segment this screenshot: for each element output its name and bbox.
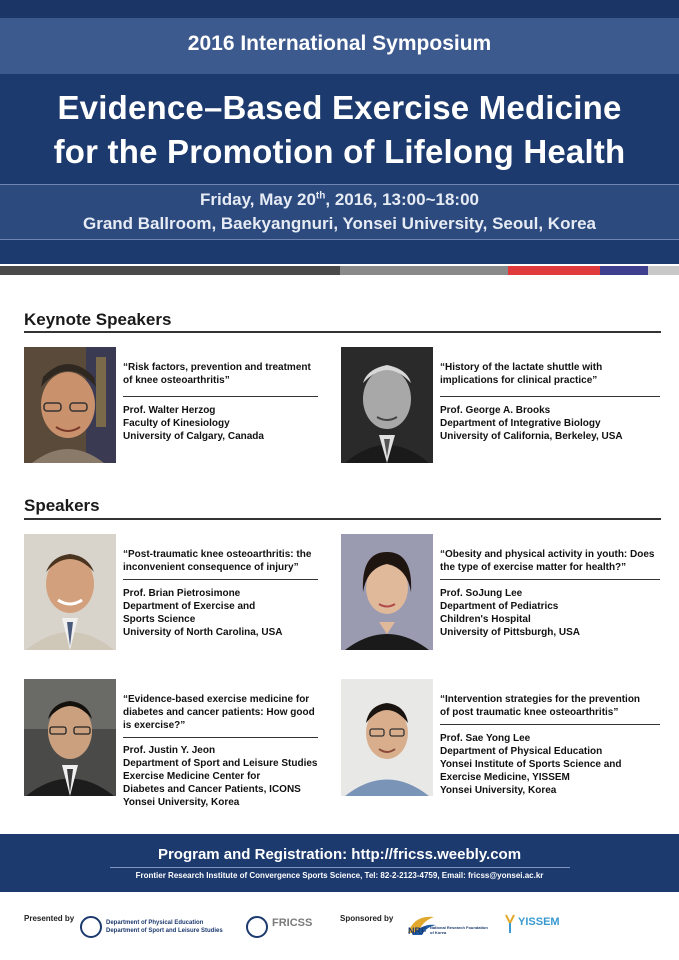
speaker-photo: [24, 534, 116, 650]
speaker-affiliation: University of Calgary, Canada: [123, 431, 264, 442]
speaker-1: [24, 534, 334, 650]
color-bar-segment: [600, 266, 648, 275]
event-venue: Grand Ballroom, Baekyangnuri, Yonsei University, Seoul, Korea: [83, 214, 596, 233]
speaker-photo: [341, 347, 433, 463]
speaker-name: Prof. SoJung Lee: [440, 588, 523, 599]
speaker-info: [123, 744, 353, 809]
event-date-sup: th: [315, 190, 326, 202]
speaker-talk-title: “History of the lactate shuttle with implications for clinical practice”: [440, 362, 603, 386]
fricss-logo: FRICSS: [272, 917, 313, 929]
speaker-affiliation: Yonsei University, Korea: [440, 785, 557, 796]
color-bar: [0, 266, 679, 275]
speaker-affiliation: Children's Hospital: [440, 614, 531, 625]
speaker-affiliation: Exercise Medicine Center for: [123, 771, 261, 782]
speaker-affiliation: Faculty of Kinesiology: [123, 418, 230, 429]
nrf-logo-text: NRF: [408, 926, 427, 936]
symposium-title: 2016 International Symposium: [187, 32, 492, 55]
color-bar-segment: [648, 266, 679, 275]
color-bar-segment: [0, 266, 340, 275]
speaker-talk-title: “Evidence-based exercise medicine for diabetes and cancer patients: How good is exercise?”: [123, 694, 315, 731]
speaker-photo: [341, 679, 433, 796]
speaker-photo-image: [341, 534, 433, 650]
program-registration-link[interactable]: Program and Registration: http://fricss.weebly.com: [157, 846, 522, 863]
footer-rule: [110, 867, 570, 868]
speaker-affiliation: Diabetes and Cancer Patients, ICONS: [123, 784, 301, 795]
contact-info: Frontier Research Institute of Convergence Sports Science, Tel: 82-2-2123-4759, Email: fricss@yonsei.ac.kr: [135, 871, 544, 880]
presented-by-label: Presented by: [24, 914, 75, 923]
main-title-line-2: for the Promotion of Lifelong Health: [53, 133, 626, 170]
yissem-logo-mark: [504, 913, 516, 935]
speaker-affiliation: Department of Exercise and: [123, 601, 256, 612]
speaker-info: [440, 732, 665, 797]
speaker-3: [24, 679, 334, 808]
speaker-name: Prof. Brian Pietrosimone: [123, 588, 241, 599]
speaker-name: Prof. George A. Brooks: [440, 405, 551, 416]
speaker-info: [123, 404, 338, 443]
speaker-photo-image: [341, 347, 433, 463]
department-line-1: Department of Physical Education: [106, 920, 204, 926]
speaker-talk-title: “Obesity and physical activity in youth: Does the type of exercise matter for health?”: [440, 549, 655, 573]
speaker-photo-image: [24, 679, 116, 796]
sponsored-by-label: Sponsored by: [340, 914, 394, 923]
keynote-speaker-2: [341, 347, 651, 463]
keynote-rule: [24, 331, 661, 333]
speaker-affiliation: University of North Carolina, USA: [123, 627, 283, 638]
color-bar-segment: [340, 266, 508, 275]
nrf-subtitle: National Research Foundation of Korea: [430, 925, 488, 935]
speaker-rule: [440, 396, 660, 397]
yissem-logo-text: YISSEM: [518, 916, 560, 928]
speaker-talk-title: “Risk factors, prevention and treatment of knee osteoarthritis”: [123, 362, 311, 386]
speaker-rule: [123, 737, 318, 738]
event-date-prefix: Friday, May 20: [200, 190, 316, 209]
speaker-talk-title: “Intervention strategies for the prevention of post traumatic knee osteoarthritis”: [440, 694, 641, 718]
speaker-talk-title: “Post-traumatic knee osteoarthritis: the inconvenient consequence of injury”: [123, 549, 312, 573]
speaker-affiliation: Department of Sport and Leisure Studies: [123, 758, 318, 769]
speaker-name: Prof. Sae Yong Lee: [440, 733, 531, 744]
speaker-photo-image: [24, 534, 116, 650]
event-date: [0, 190, 679, 210]
speaker-photo: [341, 534, 433, 650]
keynote-heading: Keynote Speakers: [24, 310, 172, 329]
speakers-heading: Speakers: [24, 496, 100, 515]
event-date-suffix: , 2016, 13:00~18:00: [325, 190, 479, 209]
fricss-seal-icon: [246, 916, 268, 938]
speakers-rule: [24, 518, 661, 520]
speaker-name: Prof. Justin Y. Jeon: [123, 745, 216, 756]
speaker-affiliation: University of California, Berkeley, USA: [440, 431, 623, 442]
speaker-rule: [440, 724, 660, 725]
speaker-rule: [123, 579, 318, 580]
speaker-info: [440, 404, 660, 443]
speaker-photo-image: [341, 679, 433, 796]
speaker-photo-image: [24, 347, 116, 463]
main-title-line-1: Evidence–Based Exercise Medicine: [57, 89, 622, 126]
speaker-info: [123, 587, 338, 639]
department-line-2: Department of Sport and Leisure Studies: [106, 928, 223, 934]
speaker-affiliation: Exercise Medicine, YISSEM: [440, 772, 570, 783]
main-title: [0, 86, 679, 174]
speaker-affiliation: Yonsei Institute of Sports Science and: [440, 759, 622, 770]
color-bar-segment: [508, 266, 600, 275]
speaker-affiliation: Sports Science: [123, 614, 196, 625]
footer-band: [0, 834, 679, 892]
speaker-4: [341, 679, 651, 797]
speaker-photo: [24, 679, 116, 796]
speaker-affiliation: Yonsei University, Korea: [123, 797, 240, 808]
speaker-rule: [123, 396, 318, 397]
speaker-affiliation: Department of Pediatrics: [440, 601, 559, 612]
speaker-info: [440, 587, 655, 639]
speaker-photo: [24, 347, 116, 463]
speaker-name: Prof. Walter Herzog: [123, 405, 216, 416]
speaker-2: [341, 534, 655, 650]
department-logo-text: [106, 919, 246, 935]
yonsei-seal-icon: [80, 916, 102, 938]
header-banner: [0, 0, 679, 264]
speaker-affiliation: University of Pittsburgh, USA: [440, 627, 581, 638]
speaker-affiliation: Department of Integrative Biology: [440, 418, 601, 429]
speaker-affiliation: Department of Physical Education: [440, 746, 603, 757]
yissem-logo-icon: [504, 913, 516, 935]
speaker-rule: [440, 579, 660, 580]
header-top-strip: [0, 0, 679, 18]
keynote-speaker-1: [24, 347, 334, 463]
